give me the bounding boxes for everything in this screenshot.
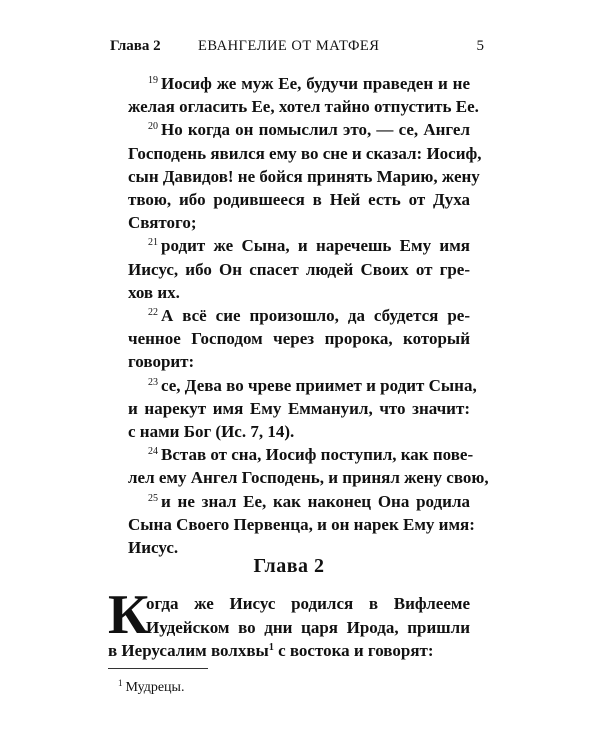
verse-19	[108, 72, 479, 118]
verse-line: Иисус.	[128, 538, 179, 558]
footnote-marker: 1	[118, 678, 123, 688]
page-number: 5	[476, 38, 484, 54]
running-head	[110, 38, 486, 60]
verse-25	[108, 490, 475, 560]
running-head-chapter: Глава 2	[110, 38, 161, 54]
chapter-line-last	[108, 639, 470, 663]
verse-line: Но когда он помыслил это, — се, Ангел	[161, 120, 470, 140]
footnote-text: Мудрецы.	[125, 680, 185, 695]
verse-23	[108, 374, 477, 444]
verse-21	[108, 234, 470, 304]
chapter-line: огда же Иисус родился в Вифлееме	[146, 594, 470, 613]
verse-number: 25	[148, 492, 158, 504]
verse-line: желая огласить Ее, хотел тайно отпустить Ее.	[128, 97, 479, 117]
chapter-line: Иудейском во дни царя Ирода, пришли	[146, 617, 470, 637]
verse-line: Святого;	[128, 213, 197, 233]
verse-number: 23	[148, 376, 158, 388]
verses-block	[108, 72, 489, 559]
verse-number: 20	[148, 121, 158, 133]
verse-line: родит же Сына, и наречешь Ему имя	[161, 236, 470, 256]
drop-cap: К	[108, 584, 149, 646]
footnote	[118, 680, 184, 696]
verse-number: 24	[148, 446, 158, 458]
footnote-reference[interactable]: 1	[268, 642, 274, 653]
verse-line: ченное Господом через пророка, который	[128, 329, 470, 349]
verse-line: А всё сие произошло, да сбудется ре-	[161, 306, 470, 326]
running-head-title: ЕВАНГЕЛИЕ ОТ МАТФЕЯ	[198, 38, 380, 54]
verse-line: Встав от сна, Иосиф поступил, как повe-	[161, 445, 474, 465]
verse-number: 19	[148, 75, 158, 86]
verse-line: лел ему Ангел Господень, и принял жену свою,	[128, 468, 489, 488]
chapter-line-tail: с востока и говорят:	[273, 641, 434, 660]
verse-20	[108, 118, 482, 234]
verse-line: Иисус, ибо Он спасет людей Своих от гре-	[128, 259, 470, 279]
verse-24	[108, 443, 489, 489]
verse-line: Сына Своего Первенца, и он нарек Ему имя:	[128, 514, 475, 534]
verse-line: се, Дева во чреве приимет и родит Сына,	[161, 375, 477, 395]
verse-line: Иосиф же муж Ее, будучи праведен и не	[161, 74, 470, 93]
footnote-divider	[108, 668, 208, 669]
verse-line: Господень явился ему во сне и сказал: Иосиф,	[128, 143, 482, 163]
verse-number: 22	[148, 307, 158, 319]
verse-line: твою, ибо родившееся в Ней есть от Духа	[128, 190, 470, 210]
chapter-line-text: в Иерусалим волхвы	[108, 641, 269, 660]
verse-line: и нарекут имя Ему Еммануил, что значит:	[128, 398, 470, 418]
chapter-heading: Глава 2	[253, 555, 325, 577]
verse-line: хов их.	[128, 282, 180, 302]
verse-line: сын Давидов! не бойся принять Марию, жену	[128, 166, 480, 186]
chapter-opening-paragraph	[108, 584, 470, 663]
verse-22	[108, 304, 470, 374]
verse-line: с нами Бог (Ис. 7, 14).	[128, 422, 295, 442]
verse-number: 21	[148, 237, 158, 249]
verse-line: говорит:	[128, 352, 195, 372]
verse-line: и не знал Ее, как наконец Она родила	[161, 491, 470, 511]
